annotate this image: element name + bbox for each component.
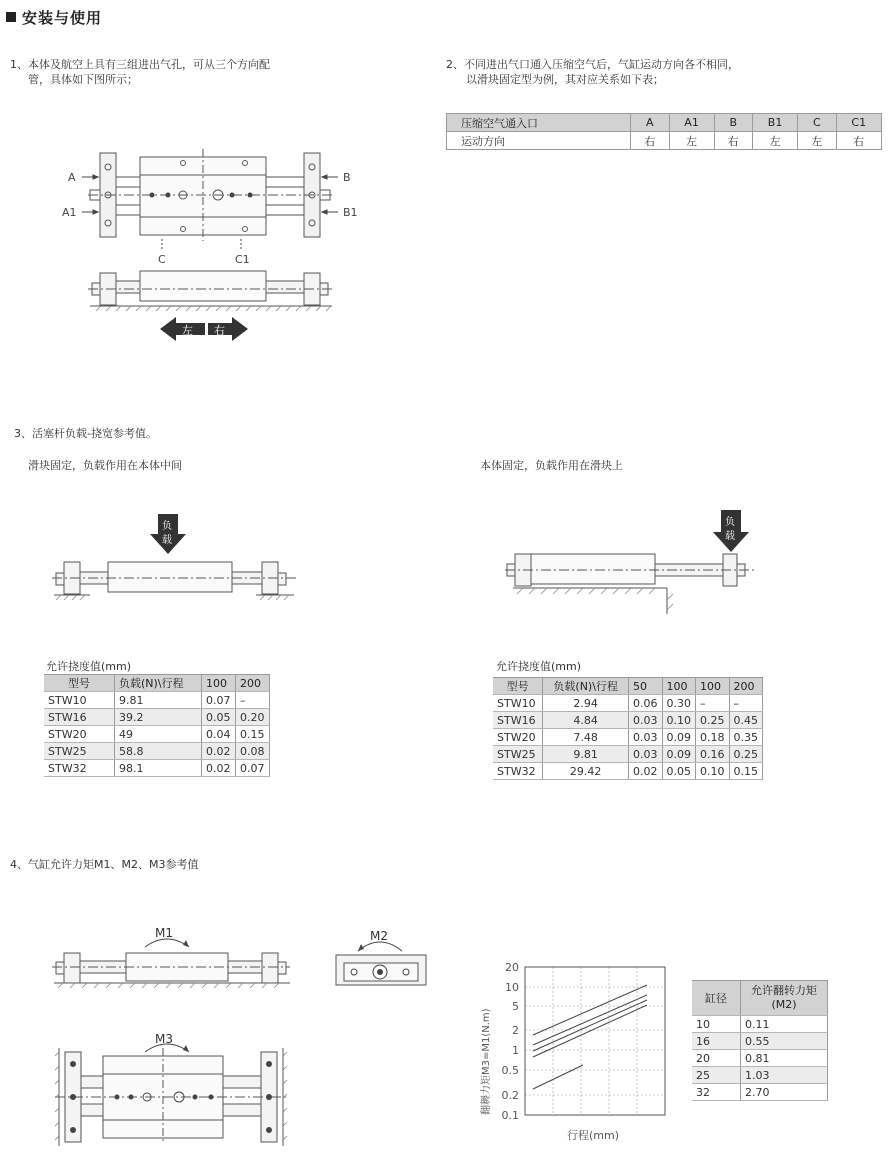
- m1-moment-diagram: [50, 925, 295, 995]
- right-table-caption: 允许挠度值(mm): [496, 660, 582, 673]
- y-tick-label: 10: [505, 981, 519, 994]
- table-row: [692, 1016, 828, 1033]
- table-cell: 9.81: [115, 692, 202, 709]
- port-c1-label: C1: [235, 253, 250, 266]
- y-tick-label: 0.5: [501, 1064, 519, 1077]
- table-cell: STW10: [493, 695, 543, 712]
- port-c-label: C: [158, 253, 166, 266]
- table-row: [44, 743, 270, 760]
- table-cell: 0.10: [662, 712, 696, 729]
- table-cell: 0.35: [729, 729, 763, 746]
- m3-label: M3: [155, 1032, 173, 1046]
- port-b-label: B: [343, 171, 351, 184]
- table-cell: 32: [692, 1084, 741, 1101]
- table-cell: 右: [631, 132, 669, 150]
- table-cell: 4.84: [543, 712, 629, 729]
- square-bullet-icon: [6, 12, 16, 22]
- table-cell: 0.04: [202, 726, 236, 743]
- port-b1-label: B1: [343, 206, 358, 219]
- table-cell: STW25: [44, 743, 115, 760]
- table-cell: –: [729, 695, 763, 712]
- chart-x-axis-label: 行程(mm): [567, 1129, 620, 1142]
- table-cell: 50: [629, 678, 663, 695]
- table-cell: 25: [692, 1067, 741, 1084]
- table-cell: 型号: [44, 675, 115, 692]
- load-label-2: 载: [725, 531, 735, 542]
- slider-fixed-load-diagram: [50, 510, 305, 605]
- table-row: [493, 712, 763, 729]
- s2-text-line1: 2、不同进出气口通入压缩空气后，气缸运动方向各不相同，: [446, 58, 739, 71]
- table-cell: 0.16: [696, 746, 730, 763]
- table-cell: 0.08: [236, 743, 270, 760]
- table-cell: 49: [115, 726, 202, 743]
- table-cell: 2.94: [543, 695, 629, 712]
- table-cell: 58.8: [115, 743, 202, 760]
- table-cell: 0.45: [729, 712, 763, 729]
- port-direction-table: [446, 113, 882, 150]
- port-layout-diagram: [60, 145, 360, 345]
- y-tick-label: 2: [512, 1024, 519, 1037]
- table-cell: 0.09: [662, 746, 696, 763]
- y-tick-label: 0.2: [501, 1089, 519, 1102]
- table-cell: 100: [696, 678, 730, 695]
- table-cell: 0.02: [629, 763, 663, 780]
- table-cell: 100: [202, 675, 236, 692]
- table-cell: 0.11: [741, 1016, 828, 1033]
- table-cell: 0.06: [629, 695, 663, 712]
- table-cell: 0.81: [741, 1050, 828, 1067]
- m1-label: M1: [155, 926, 173, 940]
- table-cell: STW32: [493, 763, 543, 780]
- y-tick-label: 5: [512, 1000, 519, 1013]
- table-cell: 0.18: [696, 729, 730, 746]
- table-cell: 0.30: [662, 695, 696, 712]
- s1-text-line1: 1、本体及航空上具有三组进出气孔，可从三个方向配: [10, 58, 270, 71]
- table-cell: 0.05: [202, 709, 236, 726]
- y-tick-label: 20: [505, 961, 519, 974]
- table-cell: 7.48: [543, 729, 629, 746]
- table-row: [692, 1067, 828, 1084]
- table-cell: 0.15: [236, 726, 270, 743]
- load-label-2: 载: [162, 535, 172, 546]
- table-cell: C: [798, 114, 836, 132]
- chart-series-line: [533, 995, 647, 1045]
- table-cell: –: [236, 692, 270, 709]
- table-cell: –: [696, 695, 730, 712]
- table-cell: 运动方向: [447, 132, 631, 150]
- table-row: [493, 729, 763, 746]
- body-fixed-load-diagram: [505, 508, 765, 618]
- table-cell: 98.1: [115, 760, 202, 777]
- port-a-label: A: [68, 171, 76, 184]
- table-cell: 压缩空气通入口: [447, 114, 631, 132]
- table-cell: A: [631, 114, 669, 132]
- table-cell: 负载(N)\行程: [543, 678, 629, 695]
- table-row: [44, 726, 270, 743]
- table-cell: C1: [836, 114, 882, 132]
- moment-stroke-chart: [475, 955, 675, 1145]
- direction-right-label: 右: [214, 324, 225, 337]
- table-cell: 允许翻转力矩(M2): [741, 981, 828, 1016]
- y-tick-label: 0.1: [501, 1109, 519, 1122]
- table-cell: 0.20: [236, 709, 270, 726]
- s3-right-caption: 本体固定，负载作用在滑块上: [480, 459, 623, 472]
- table-row: [493, 695, 763, 712]
- table-cell: 0.07: [236, 760, 270, 777]
- table-cell: 左: [798, 132, 836, 150]
- direction-left-label: 左: [182, 324, 193, 337]
- table-cell: 型号: [493, 678, 543, 695]
- table-cell: 39.2: [115, 709, 202, 726]
- table-cell: STW32: [44, 760, 115, 777]
- table-cell: 缸径: [692, 981, 741, 1016]
- left-table-caption: 允许挠度值(mm): [46, 660, 132, 673]
- chart-y-axis-label: 翻耨力矩M3=M1(N.m): [481, 1008, 492, 1115]
- table-cell: 200: [729, 678, 763, 695]
- table-cell: 右: [714, 132, 752, 150]
- table-row: [692, 1050, 828, 1067]
- port-a1-label: A1: [62, 206, 77, 219]
- table-cell: 0.55: [741, 1033, 828, 1050]
- table-cell: 9.81: [543, 746, 629, 763]
- table-header-row: [447, 114, 882, 132]
- table-row: [493, 746, 763, 763]
- m2-label: M2: [370, 929, 388, 943]
- table-cell: A1: [669, 114, 714, 132]
- chart-series-line: [533, 985, 647, 1035]
- table-cell: STW10: [44, 692, 115, 709]
- table-cell: 0.02: [202, 760, 236, 777]
- load-arrow-icon: [150, 514, 186, 554]
- s1-text-line2: 管，具体如下图所示；: [28, 73, 138, 86]
- chart-series-line: [533, 1005, 647, 1057]
- table-cell: 右: [836, 132, 882, 150]
- table-cell: STW16: [493, 712, 543, 729]
- table-cell: 20: [692, 1050, 741, 1067]
- deflection-table-body-fixed: [493, 677, 763, 780]
- chart-series-line: [533, 1000, 647, 1051]
- s3-left-caption: 滑块固定，负载作用在本体中间: [28, 459, 182, 472]
- table-row: [44, 692, 270, 709]
- page-title: 安装与使用: [6, 7, 102, 28]
- chart-frame: [525, 967, 665, 1115]
- table-cell: 0.02: [202, 743, 236, 760]
- table-cell: STW25: [493, 746, 543, 763]
- table-cell: 1.03: [741, 1067, 828, 1084]
- load-label-1: 负: [725, 517, 735, 528]
- table-cell: STW20: [493, 729, 543, 746]
- table-row: [692, 1084, 828, 1101]
- table-cell: 左: [669, 132, 714, 150]
- m2-moment-diagram: [330, 925, 435, 990]
- table-cell: 0.25: [696, 712, 730, 729]
- table-cell: 0.03: [629, 729, 663, 746]
- table-cell: 0.09: [662, 729, 696, 746]
- m3-moment-diagram: [55, 1030, 295, 1150]
- table-row: [493, 763, 763, 780]
- table-cell: 负载(N)\行程: [115, 675, 202, 692]
- table-cell: 200: [236, 675, 270, 692]
- load-label-1: 负: [162, 521, 172, 532]
- s3-title: 3、活塞杆负载-挠宽参考值。: [14, 427, 157, 440]
- table-cell: B1: [752, 114, 797, 132]
- chart-series-line: [533, 1065, 583, 1089]
- table-cell: 16: [692, 1033, 741, 1050]
- table-cell: 29.42: [543, 763, 629, 780]
- table-cell: 0.25: [729, 746, 763, 763]
- table-cell: 0.15: [729, 763, 763, 780]
- table-cell: B: [714, 114, 752, 132]
- table-row: [447, 132, 882, 150]
- table-cell: 左: [752, 132, 797, 150]
- table-cell: 0.10: [696, 763, 730, 780]
- table-row: [44, 760, 270, 777]
- y-tick-label: 1: [512, 1044, 519, 1057]
- table-cell: 100: [662, 678, 696, 695]
- table-cell: 0.07: [202, 692, 236, 709]
- deflection-table-slider-fixed: [44, 674, 270, 777]
- table-cell: 0.05: [662, 763, 696, 780]
- table-row: [692, 1033, 828, 1050]
- table-cell: 0.03: [629, 712, 663, 729]
- table-cell: 2.70: [741, 1084, 828, 1101]
- m2-moment-table: [692, 980, 828, 1101]
- s4-title: 4、气缸允许力矩M1、M2、M3参考值: [10, 858, 199, 871]
- table-cell: STW16: [44, 709, 115, 726]
- table-cell: 0.03: [629, 746, 663, 763]
- s2-text-line2: 以滑块固定型为例，其对应关系如下表；: [466, 73, 664, 86]
- table-cell: 10: [692, 1016, 741, 1033]
- table-row: [44, 709, 270, 726]
- table-cell: STW20: [44, 726, 115, 743]
